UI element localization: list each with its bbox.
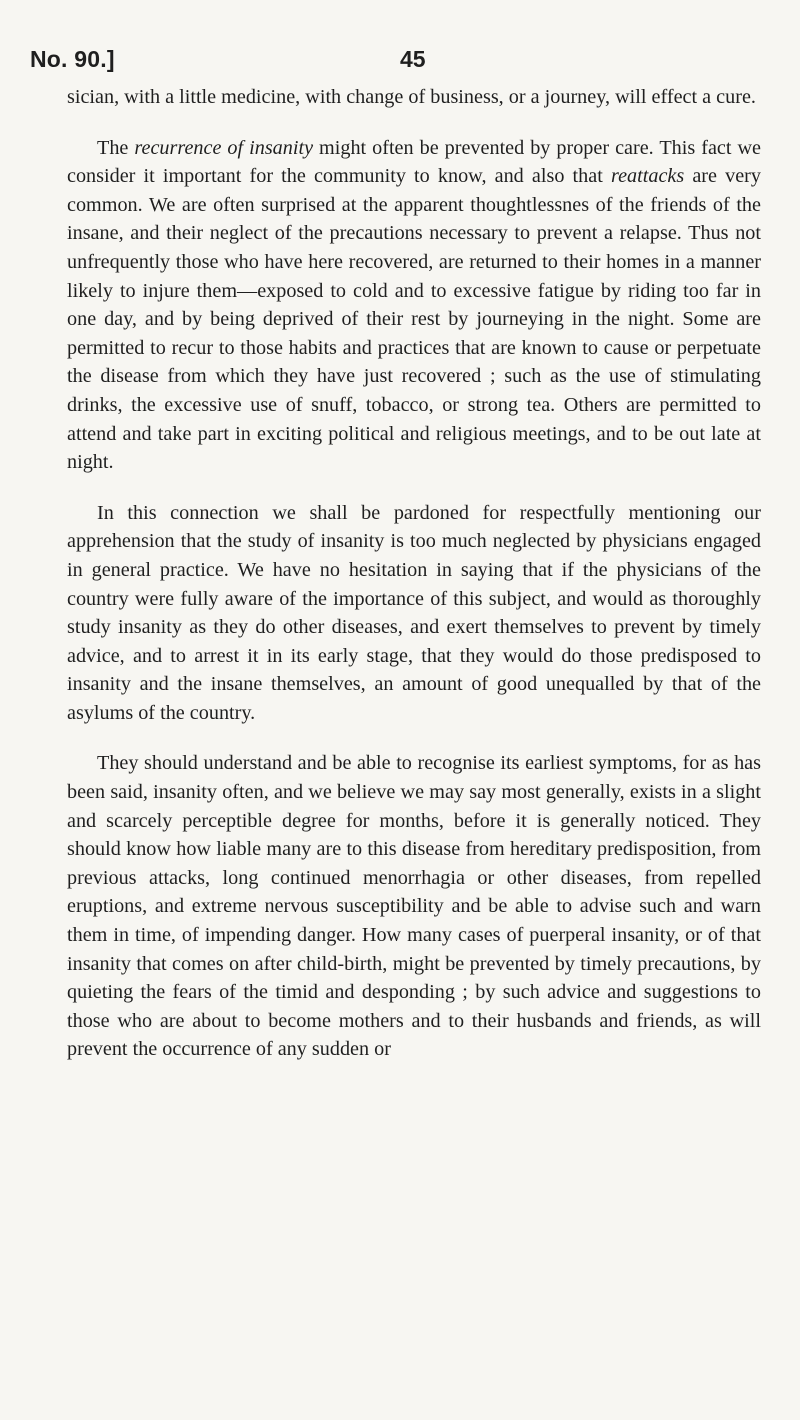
body-text (67, 83, 761, 1064)
text-run: In this connection we shall be pardoned for respectfully mentioning our apprehension that the study of insanity is too much neglected by physicians engaged in general practice. We have no hesitation in saying that if the physicians of the country were fully aware of the importance of this subject, and would as thoroughly study insanity as they do other diseases, and exert themselves to prevent by timely advice, and to arrest it in its early stage, that they would do those predisposed to insanity and the insane themselves, an amount of good unequalled by that of the asylums of the country. (67, 501, 761, 724)
text-run: The (97, 136, 135, 159)
paragraph (67, 749, 761, 1064)
text-run: are very common. We are often surprised at the apparent thoughtlessnes of the friends of the insane, and their neglect of the precautions necessary to prevent a relapse. Thus not unfrequently those who have here recovered, are returned to their homes in a manner likely to injure them—exposed to cold and to excessive fatigue by riding too far in one day, and by being deprived of their rest by journeying in the night. Some are permitted to recur to those habits and practices that are known to cause or perpetuate the disease from which they have just recovered ; such as the use of stimulating drinks, the excessive use of snuff, tobacco, or strong tea. Others are permitted to attend and take part in exciting political and religious meetings, and to be out late at night. (67, 165, 761, 474)
text-run: sician, with a little medicine, with change of business, or a journey, will effect a cure. (67, 86, 756, 108)
section-number: No. 90.] (30, 46, 115, 72)
running-head (30, 46, 770, 76)
italic-text-run: reattacks (610, 165, 685, 188)
paragraph (67, 134, 761, 477)
paragraph (67, 83, 761, 112)
italic-text-run: recurrence of insanity (134, 136, 314, 159)
page-number: 45 (400, 46, 426, 72)
paragraph (67, 499, 761, 728)
text-run: They should understand and be able to recognise its earliest symptoms, for as has been said, insanity often, and we believe we may say most generally, exists in a slight and scarcely perceptible degree for months, before it is generally noticed. They should know how liable many are to this disease from hereditary predisposition, from previous attacks, long continued menorrhagia or other diseases, from repelled eruptions, and extreme nervous susceptibility and be able to advise such and warn them in time, of impending danger. How many cases of puerperal insanity, or of that insanity that comes on after child-birth, might be prevented by timely precautions, by quieting the fears of the timid and desponding ; by such advice and suggestions to those who are about to become mothers and to their husbands and friends, as will prevent the occurrence of any sudden or (67, 752, 761, 1061)
text-run: might often be prevented by proper care. This fact we consider it important for the community to know, and also that (67, 136, 761, 188)
